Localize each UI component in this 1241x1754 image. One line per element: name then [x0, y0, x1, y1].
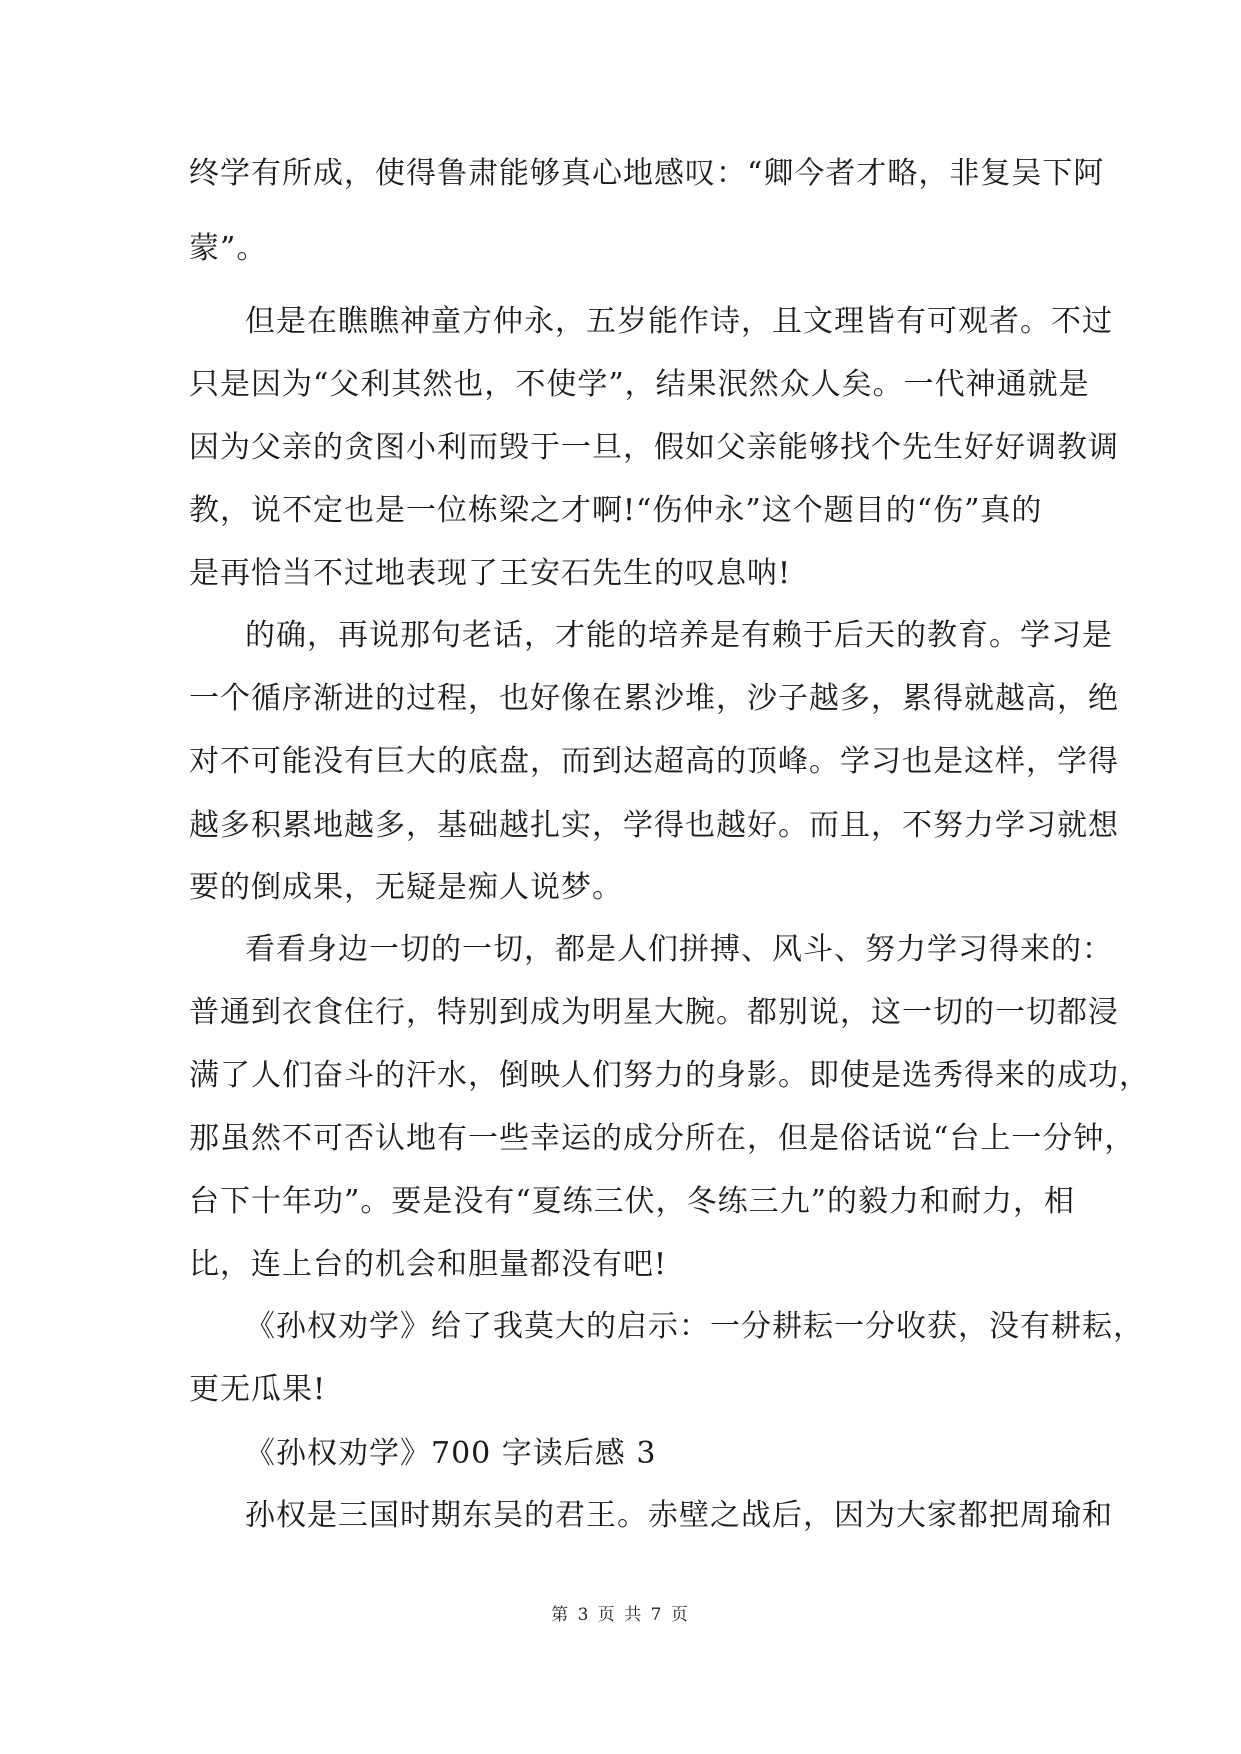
text-line: 对不可能没有巨大的底盘，而到达超高的顶峰。学习也是这样，学得	[189, 744, 1119, 779]
paragraph-first-line: 但是在瞧瞧神童方仲永，五岁能作诗，且文理皆有可观者。不过	[245, 304, 1113, 339]
page-footer: 第 3 页 共 7 页	[551, 1605, 690, 1625]
section-heading: 《孙权劝学》700 字读后感 3	[245, 1436, 657, 1471]
text-line: 那虽然不可否认地有一些幸运的成分所在，但是俗话说“台上一分钟，	[189, 1121, 1136, 1156]
text-line: 满了人们奋斗的汗水，倒映人们努力的身影。即使是选秀得来的成功，	[189, 1058, 1150, 1093]
paragraph-first-line: 看看身边一切的一切，都是人们拼搏、风斗、努力学习得来的：	[245, 932, 1113, 967]
text-line: 终学有所成，使得鲁肃能够真心地感叹：“卿今者才略，非复吴下阿	[189, 156, 1105, 191]
text-line: 因为父亲的贪图小利而毁于一旦，假如父亲能够找个先生好好调教调	[189, 430, 1119, 465]
text-line: 比，连上台的机会和胆量都没有吧!	[189, 1247, 668, 1282]
paragraph-first-line: 的确，再说那句老话，才能的培养是有赖于后天的教育。学习是	[245, 618, 1113, 653]
paragraph-first-line: 《孙权劝学》给了我莫大的启示：一分耕耘一分收获，没有耕耘，	[245, 1309, 1144, 1344]
text-line: 更无瓜果!	[189, 1372, 327, 1407]
text-line: 是再恰当不过地表现了王安石先生的叹息呐!	[189, 556, 792, 591]
text-line: 台下十年功”。要是没有“夏练三伏，冬练三九”的毅力和耐力，相	[189, 1184, 1076, 1219]
text-line: 一个循序渐进的过程，也好像在累沙堆，沙子越多，累得就越高，绝	[189, 681, 1119, 716]
text-line: 教，说不定也是一位栋梁之才啊!“伤仲永”这个题目的“伤”真的	[189, 493, 1043, 528]
text-line: 普通到衣食住行，特别到成为明星大腕。都别说，这一切的一切都浸	[189, 995, 1119, 1030]
text-line: 蒙”。	[189, 231, 268, 266]
text-line: 要的倒成果，无疑是痴人说梦。	[189, 870, 623, 905]
text-line: 越多积累地越多，基础越扎实，学得也越好。而且，不努力学习就想	[189, 808, 1119, 843]
text-line: 只是因为“父利其然也，不使学”，结果泯然众人矣。一代神通就是	[189, 367, 1090, 402]
paragraph-first-line: 孙权是三国时期东吴的君王。赤壁之战后，因为大家都把周瑜和	[245, 1498, 1113, 1533]
